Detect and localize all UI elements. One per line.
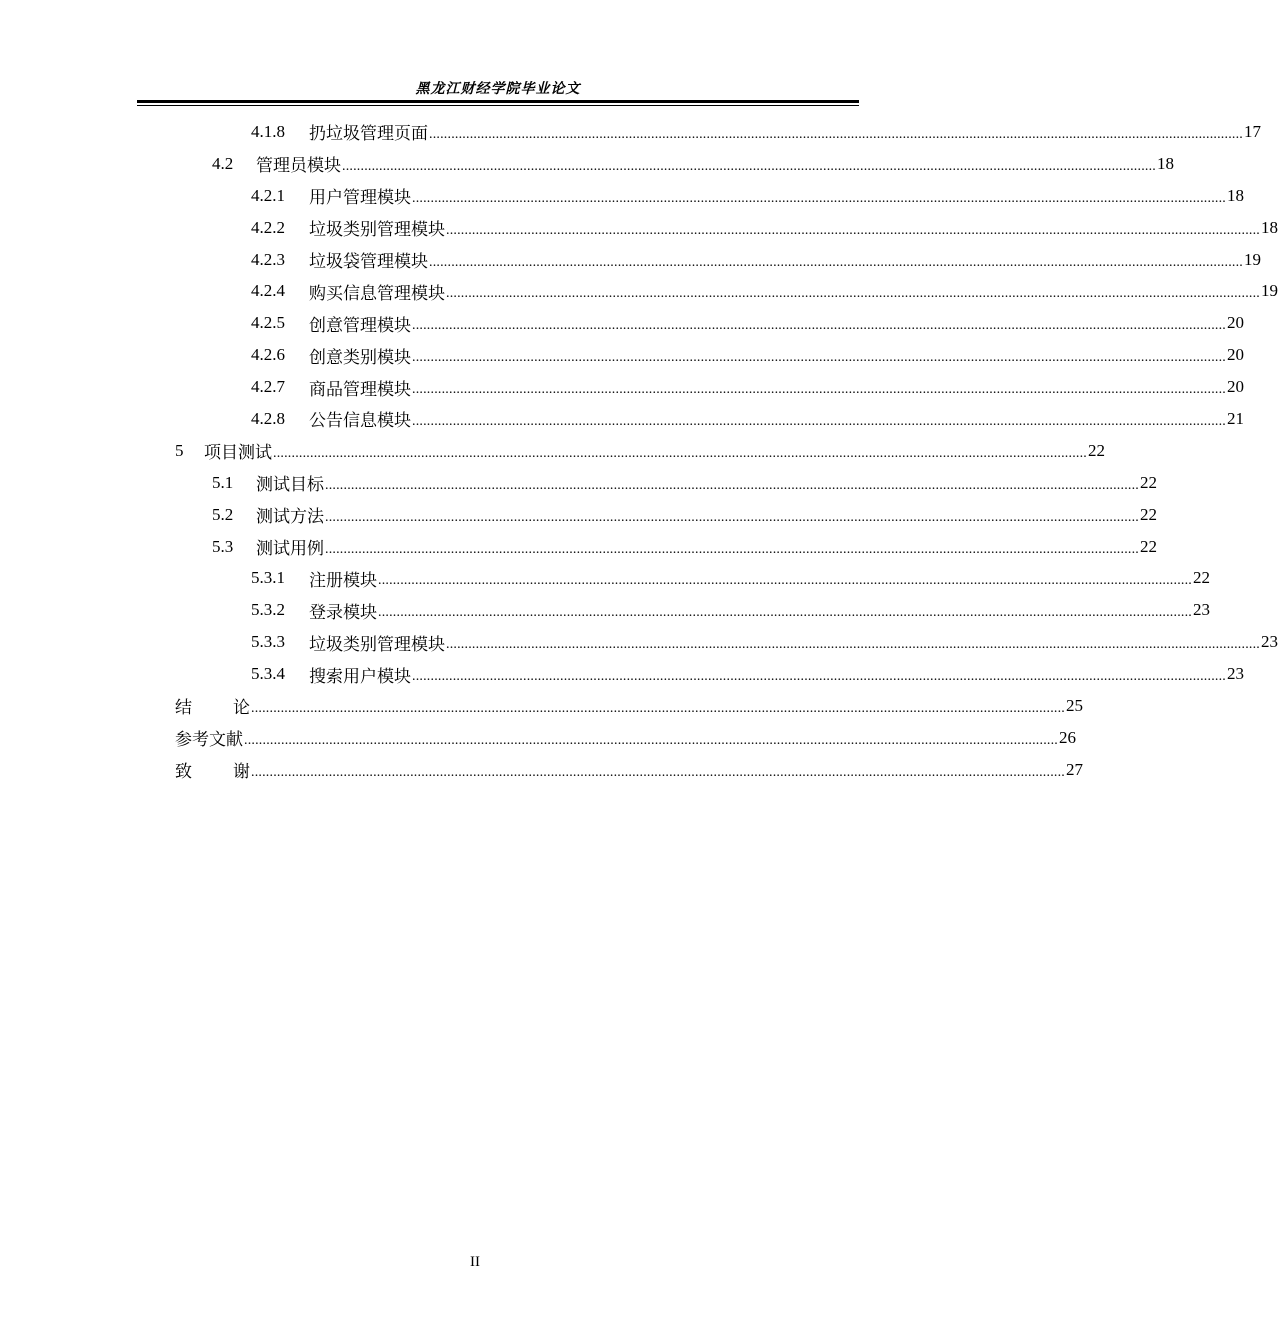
table-of-contents xyxy=(0,116,1278,786)
toc-entry-label xyxy=(251,183,411,208)
toc-entry-title: 垃圾袋管理模块 xyxy=(309,252,428,271)
toc-entry-label xyxy=(251,311,411,336)
toc-dot-leader: ............................................................................................................................................................................................................................ xyxy=(342,158,1156,174)
toc-entry-label xyxy=(251,279,445,304)
toc-entry-title: 测试用例 xyxy=(256,539,324,559)
toc-entry-page: 18 xyxy=(1157,153,1174,173)
toc-entry[interactable] xyxy=(0,658,1244,690)
toc-entry-number: 5.3.3 xyxy=(251,632,285,652)
toc-entry-label xyxy=(212,151,341,176)
toc-dot-leader: ............................................................................................................................................................................................................................ xyxy=(325,477,1139,493)
toc-entry-number: 4.2.4 xyxy=(251,281,285,301)
toc-entry[interactable] xyxy=(0,722,1076,754)
toc-entry-page: 23 xyxy=(1227,664,1244,684)
toc-entry[interactable] xyxy=(0,403,1244,435)
toc-entry-page: 21 xyxy=(1227,408,1244,428)
toc-dot-leader: ............................................................................................................................................................................................................................ xyxy=(412,669,1226,685)
toc-entry-number: 4.2.1 xyxy=(251,185,285,205)
toc-entry-label xyxy=(251,662,411,687)
page-header-title: 黑龙江财经学院毕业论文 xyxy=(415,81,581,97)
toc-entry-label xyxy=(175,438,272,463)
toc-entry-number: 4.2 xyxy=(212,153,234,173)
toc-entry-page: 25 xyxy=(1066,695,1083,715)
toc-entry-title: 垃圾类别管理模块 xyxy=(309,634,445,654)
toc-entry-title: 垃圾类别管理模块 xyxy=(309,220,445,240)
toc-entry-label xyxy=(251,247,428,272)
toc-dot-leader: ............................................................................................................................................................................................................................ xyxy=(251,700,1065,716)
toc-entry-number: 4.2.3 xyxy=(251,249,285,269)
toc-entry-page: 23 xyxy=(1261,632,1278,652)
toc-entry[interactable] xyxy=(0,594,1210,626)
toc-entry-page: 22 xyxy=(1140,536,1157,556)
toc-entry[interactable] xyxy=(0,275,1278,307)
toc-entry-title: 测试目标 xyxy=(256,475,324,495)
toc-entry[interactable] xyxy=(0,307,1244,339)
toc-entry-page: 20 xyxy=(1227,377,1244,397)
toc-dot-leader: ............................................................................................................................................................................................................................ xyxy=(412,190,1226,206)
toc-entry-label xyxy=(251,406,411,431)
toc-entry-title: 商品管理模块 xyxy=(309,379,411,399)
toc-dot-leader: ............................................................................................................................................................................................................................ xyxy=(446,286,1260,302)
toc-entry-number: 4.2.2 xyxy=(251,217,285,237)
toc-entry-title: 用户管理模块 xyxy=(309,188,411,208)
toc-entry-label xyxy=(175,725,243,750)
toc-entry-title: 搜索用户模块 xyxy=(309,666,411,686)
toc-entry-page: 19 xyxy=(1261,281,1278,301)
toc-dot-leader: ............................................................................................................................................................................................................................ xyxy=(412,413,1226,429)
toc-entry-title: 项目测试 xyxy=(204,443,272,463)
toc-entry[interactable] xyxy=(0,244,1261,276)
toc-dot-leader: ............................................................................................................................................................................................................................ xyxy=(325,541,1139,557)
toc-dot-leader: ............................................................................................................................................................................................................................ xyxy=(446,222,1260,238)
toc-entry[interactable] xyxy=(0,531,1157,563)
toc-dot-leader: ............................................................................................................................................................................................................................ xyxy=(378,573,1192,589)
toc-entry-page: 19 xyxy=(1244,249,1261,269)
toc-entry-title: 创意管理模块 xyxy=(309,315,411,335)
toc-entry-label xyxy=(251,343,411,368)
toc-entry-number: 4.2.5 xyxy=(251,313,285,333)
toc-entry-label xyxy=(212,502,324,527)
toc-entry-number: 5 xyxy=(175,440,184,460)
toc-entry-number: 5.3.4 xyxy=(251,664,285,684)
toc-entry-number: 5.1 xyxy=(212,472,234,492)
footer-page-number: II xyxy=(470,1254,480,1270)
toc-entry-number: 4.2.8 xyxy=(251,408,285,428)
toc-dot-leader: ............................................................................................................................................................................................................................ xyxy=(244,732,1058,748)
toc-entry[interactable] xyxy=(0,562,1210,594)
toc-entry-label xyxy=(175,757,291,782)
toc-entry-title: 注册模块 xyxy=(309,570,377,590)
header-rule-thin xyxy=(137,105,859,106)
toc-entry[interactable] xyxy=(0,180,1244,212)
toc-entry-page: 18 xyxy=(1227,185,1244,205)
toc-entry-title: 测试方法 xyxy=(256,507,324,527)
toc-entry-title: 创意类别模块 xyxy=(309,347,411,367)
toc-dot-leader: ............................................................................................................................................................................................................................ xyxy=(325,509,1139,525)
toc-entry-title: 管理员模块 xyxy=(256,156,341,176)
toc-entry-title: 购买信息管理模块 xyxy=(309,283,445,303)
toc-dot-leader: ............................................................................................................................................................................................................................ xyxy=(429,126,1243,142)
toc-entry-page: 22 xyxy=(1193,568,1210,588)
toc-dot-leader: ............................................................................................................................................................................................................................ xyxy=(412,350,1226,366)
toc-entry-page: 22 xyxy=(1140,472,1157,492)
toc-entry[interactable] xyxy=(0,212,1278,244)
toc-entry-title: 扔垃圾管理页面 xyxy=(309,124,428,144)
toc-entry[interactable] xyxy=(0,148,1174,180)
toc-dot-leader: ............................................................................................................................................................................................................................ xyxy=(429,254,1243,270)
toc-dot-leader: ............................................................................................................................................................................................................................ xyxy=(378,605,1192,621)
toc-dot-leader: ............................................................................................................................................................................................................................ xyxy=(412,382,1226,398)
toc-entry-number: 5.3.1 xyxy=(251,568,285,588)
toc-entry-page: 23 xyxy=(1193,600,1210,620)
toc-entry-page: 20 xyxy=(1227,345,1244,365)
toc-entry-page: 22 xyxy=(1088,440,1105,460)
toc-entry-number: 4.2.7 xyxy=(251,377,285,397)
toc-dot-leader: ............................................................................................................................................................................................................................ xyxy=(446,637,1260,653)
toc-entry-label xyxy=(175,693,291,718)
toc-entry[interactable] xyxy=(0,339,1244,371)
toc-entry-title: 公告信息模块 xyxy=(309,411,411,431)
header-rule-thick xyxy=(137,100,859,103)
toc-entry-number: 5.3.2 xyxy=(251,600,285,620)
toc-entry[interactable] xyxy=(0,371,1244,403)
toc-entry-label xyxy=(212,534,324,559)
toc-entry-label xyxy=(251,119,428,144)
toc-entry-label xyxy=(251,215,445,240)
toc-entry[interactable] xyxy=(0,435,1105,467)
toc-entry-label xyxy=(251,566,377,591)
toc-entry-label xyxy=(251,598,377,623)
toc-entry-title: 登录模块 xyxy=(309,602,377,622)
toc-entry-title: 致谢 xyxy=(175,762,291,782)
toc-entry[interactable] xyxy=(0,499,1157,531)
toc-entry-page: 18 xyxy=(1261,217,1278,237)
toc-entry-number: 4.2.6 xyxy=(251,345,285,365)
toc-entry-label xyxy=(251,630,445,655)
toc-entry-number: 5.2 xyxy=(212,504,234,524)
toc-entry-page: 17 xyxy=(1244,121,1261,141)
toc-entry[interactable] xyxy=(0,754,1083,786)
toc-dot-leader: ............................................................................................................................................................................................................................ xyxy=(273,445,1087,461)
toc-entry-page: 27 xyxy=(1066,759,1083,779)
toc-entry-title: 结论 xyxy=(175,698,291,718)
toc-entry-number: 5.3 xyxy=(212,536,234,556)
toc-entry-page: 22 xyxy=(1140,504,1157,524)
toc-entry-page: 20 xyxy=(1227,313,1244,333)
toc-entry-number: 4.1.8 xyxy=(251,121,285,141)
toc-entry[interactable] xyxy=(0,626,1278,658)
toc-entry-title: 参考文献 xyxy=(175,730,243,750)
toc-entry[interactable] xyxy=(0,116,1261,148)
toc-entry[interactable] xyxy=(0,690,1083,722)
toc-dot-leader: ............................................................................................................................................................................................................................ xyxy=(412,318,1226,334)
toc-dot-leader: ............................................................................................................................................................................................................................ xyxy=(251,764,1065,780)
toc-entry-label xyxy=(212,470,324,495)
toc-entry[interactable] xyxy=(0,467,1157,499)
toc-entry-label xyxy=(251,375,411,400)
toc-entry-page: 26 xyxy=(1059,727,1076,747)
